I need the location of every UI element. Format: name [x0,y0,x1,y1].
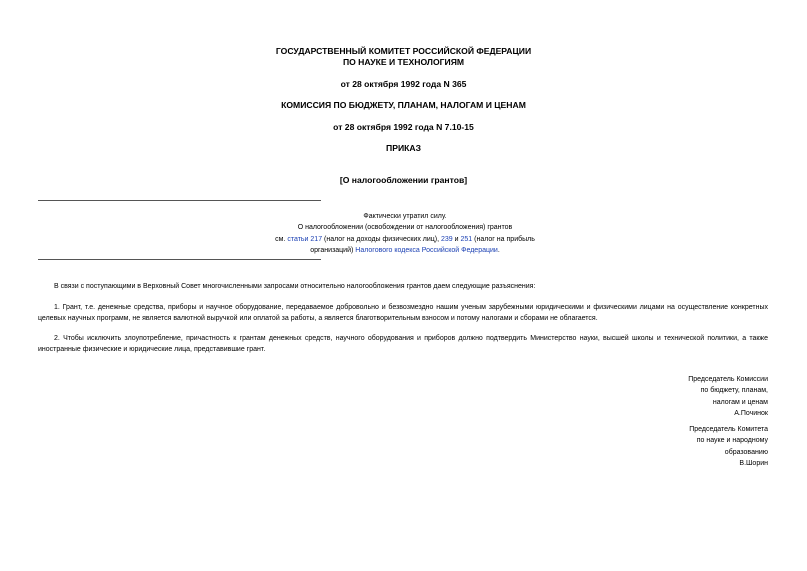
issuer-commission: КОМИССИЯ ПО БЮДЖЕТУ, ПЛАНАМ, НАЛОГАМ И ЦЕНАМ [281,100,526,110]
note-suffix: (налог на прибыль [474,235,535,243]
signature-title-line2: по науке и народному [696,437,768,445]
issuer-committee [0,46,807,68]
note-prefix: см. [275,235,286,243]
paragraph-1: 1. Грант, т.е. денежные средства, приборы и научное оборудование, передаваемое добровольно и безвозмездно нашим ученым зарубежными юридическими и физическими лицами на осуществление конкретных целевых научных программ, не является валютной выручкой или оплатой за работы, а является благотворительным взносом и потому налогами и сборами не облагается. [38,304,768,323]
note-and: и [454,235,459,243]
signature-commission [568,374,768,419]
paragraph-2: 2. Чтобы исключить злоупотребление, причастность к грантам денежных средств, научного оборудования и приборов должно подтвердить Министерство науки, высшей школы и технической политики, а также иностранные физические и юридические лица, представившие грант. [38,335,768,354]
intro-paragraph: В связи с поступающими в Верховный Совет многочисленными запросами относительно налогообложения грантов даем следующие разъяснения: [54,283,536,290]
link-article-217[interactable]: статьи 217 [287,235,323,243]
issuer-committee-date: от 28 октября 1992 года N 365 [340,79,467,89]
issuer-committee-line1: ГОСУДАРСТВЕННЫЙ КОМИТЕТ РОССИЙСКОЙ ФЕДЕРАЦИИ [275,46,532,56]
top-divider [38,200,321,201]
link-article-239[interactable]: 239 [441,235,453,243]
issuer-committee-line2: ПО НАУКЕ И ТЕХНОЛОГИЯМ [342,57,465,67]
status-note-line4 [230,245,580,256]
status-note-line1: Фактически утратил силу. [363,213,447,220]
signature-title-line3: образованию [724,448,768,456]
note-mid: (налог на доходы физических лиц), [324,235,440,243]
note-line4-suffix: . [497,246,500,254]
signature-title-line1: Председатель Комитета [689,426,768,433]
document-type: ПРИКАЗ [386,143,421,153]
status-note-line3 [230,234,580,245]
signature-name: А.Починок [734,409,768,417]
signature-name: В.Шорин [739,459,768,467]
signature-title-line2: по бюджету, планам, [700,387,768,395]
link-article-251[interactable]: 251 [460,235,473,243]
issuer-commission-date: от 28 октября 1992 года N 7.10-15 [333,122,474,132]
signature-title-line3: налогам и ценам [712,398,768,406]
document-subject: [О налогообложении грантов] [339,175,468,185]
signature-title-line1: Председатель Комиссии [688,376,768,383]
note-line4-prefix: организаций) [310,246,354,254]
status-note-line2: О налогообложении (освобождении от налогообложения) грантов [297,224,513,232]
bottom-divider [38,259,321,260]
link-tax-code[interactable]: Налогового кодекса Российской Федерации [355,246,498,254]
status-note [230,211,580,256]
signature-committee [568,424,768,469]
